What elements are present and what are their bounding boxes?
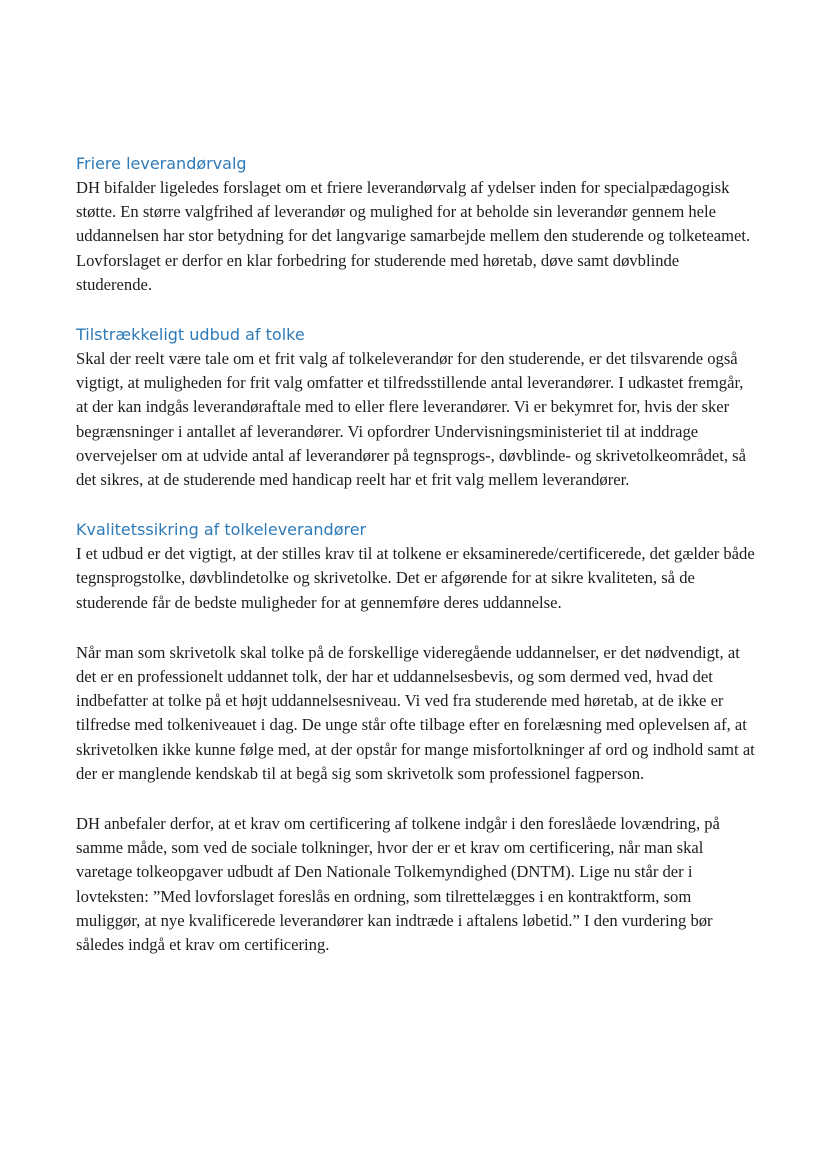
paragraph: I et udbud er det vigtigt, at der stilles krav til at tolkene er eksaminerede/certificerede, det gælder både tegnsprogstolke, døvblindetolke og skrivetolke. Det er afgørende for at sikre kvaliteten, så de studerende får de bedste muligheder for at gennemføre deres uddannelse. — [76, 544, 755, 612]
section-kvalitetssikring — [76, 518, 756, 957]
section-friere-leverandoervalg — [76, 152, 756, 297]
section-heading: Friere leverandørvalg — [76, 154, 247, 173]
paragraph: DH bifalder ligeledes forslaget om et friere leverandørvalg af ydelser inden for specialpædagogisk støtte. En større valgfrihed af leverandør og mulighed for at beholde sin leverandør gennem hele uddannelsen har stor betydning for det langvarige samarbejde mellem den studerende og tolketeamet. Lovforslaget er derfor en klar forbedring for studerende med høretab, døve samt døvblinde studerende. — [76, 178, 751, 294]
section-heading: Tilstrækkeligt udbud af tolke — [76, 325, 305, 345]
document-body — [76, 152, 756, 983]
paragraph: Når man som skrivetolk skal tolke på de forskellige videregående uddannelser, er det nødvendigt, at det er en professionelt uddannet tolk, der har et uddannelsesbevis, og som dermed ved, hvad det indbefatter at tolke på et højt uddannelsesniveau. Vi ved fra studerende med høretab, at de ikke er tilfredse med tolkeniveauet i dag. De unge står ofte tilbage efter en forelæsning med oplevelsen af, at skrivetolken ikke kunne følge med, at der opstår for mange misfortolkninger af ord og indhold samt at der er manglende kendskab til at begå sig som skrivetolk som professionel fagperson. — [76, 642, 755, 783]
section-tilstraekkeligt-udbud — [76, 323, 756, 492]
paragraph: DH anbefaler derfor, at et krav om certificering af tolkene indgår i den foreslåede lovændring, på samme måde, som ved de sociale tolkninger, hvor der er et krav om certificering, når man skal varetage tolkeopgaver udbudt af Den Nationale Tolkemyndighed (DNTM). Lige nu står der i lovteksten: ”Med lovforslaget foreslås en ordning, som tilrettelægges i en kontraktform, som muliggør, at nye kvalificerede leverandører kan indtræde i aftalens løbetid.” I den vurdering bør således indgå et krav om certificering. — [76, 814, 720, 955]
section-heading: Kvalitetssikring af tolkeleverandører — [76, 520, 367, 540]
paragraph: Skal der reelt være tale om et frit valg af tolkeleverandør for den studerende, er det tilsvarende også vigtigt, at muligheden for frit valg omfatter et tilfredsstillende antal leverandører. I udkastet fremgår, at der kan indgås leverandøraftale med to eller flere leverandører. Vi er bekymret for, hvis der sker begrænsninger i antallet af leverandører. Vi opfordrer Undervisningsministeriet til at inddrage overvejelser om at udvide antal af leverandører på tegnsprogs-, døvblinde- og skrivetolkeområdet, så det sikres, at de studerende med handicap reelt har et frit valg mellem leverandører. — [76, 349, 746, 490]
